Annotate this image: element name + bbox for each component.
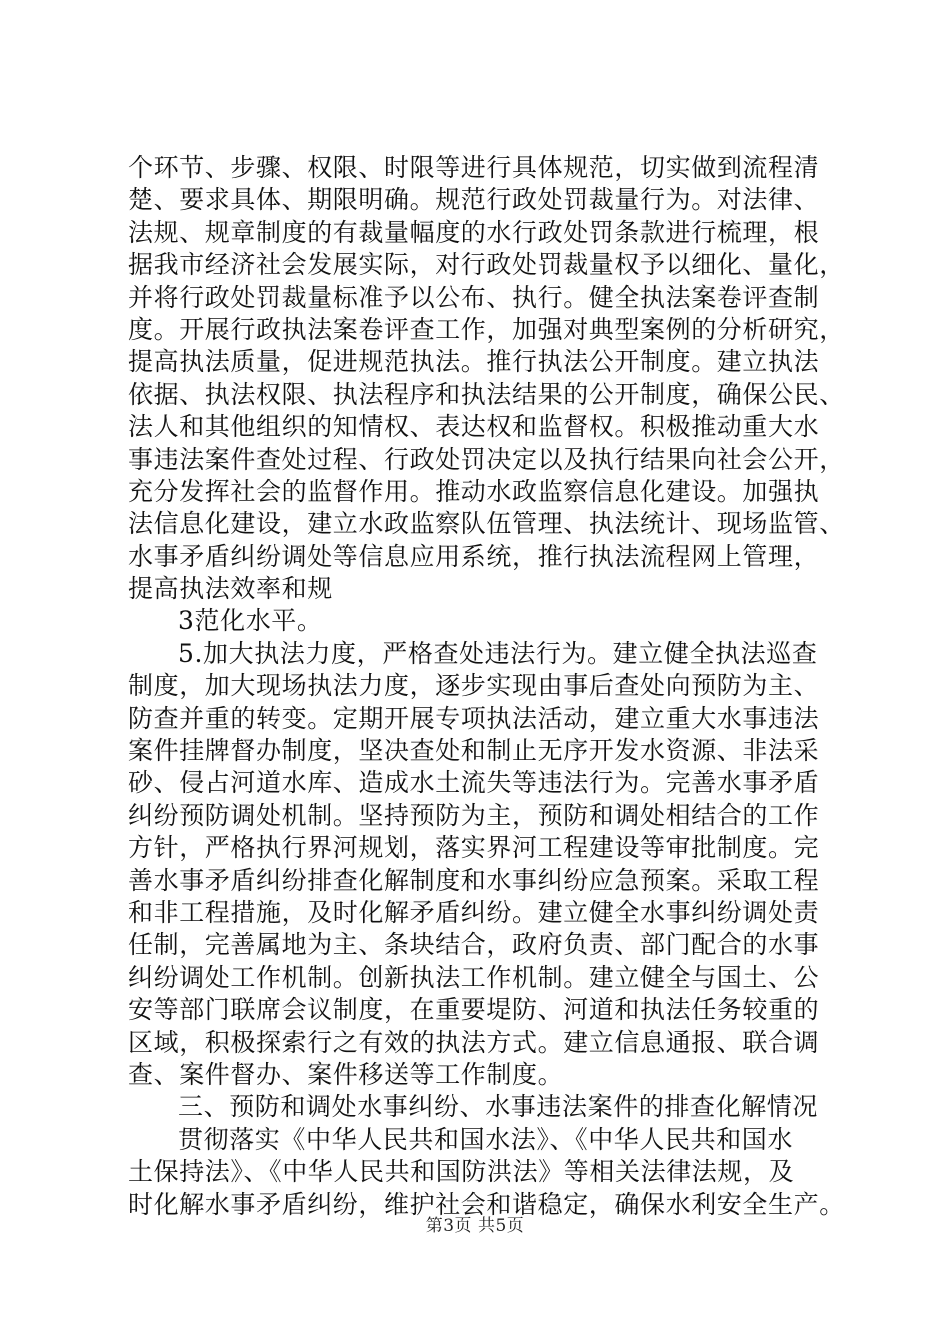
text-line: 并将行政处罚裁量标准予以公布、执行。健全执法案卷评查制 [128, 282, 820, 312]
text-line: 善水事矛盾纠纷排查化解制度和水事纠纷应急预案。采取工程 [128, 865, 820, 895]
text-line: 方针，严格执行界河规划，落实界河工程建设等审批制度。完 [128, 833, 820, 863]
text-line: 纠纷调处工作机制。创新执法工作机制。建立健全与国土、公 [128, 962, 820, 992]
text-line: 水事矛盾纠纷调处等信息应用系统，推行执法流程网上管理， [128, 541, 820, 571]
text-line: 充分发挥社会的监督作用。推动水政监察信息化建设。加强执 [128, 476, 820, 506]
text-line: 时化解水事矛盾纠纷，维护社会和谐稳定，确保水利安全生产。 [128, 1189, 845, 1219]
text-line: 提高执法质量，促进规范执法。推行执法公开制度。建立执法 [128, 347, 820, 377]
text-line: 安等部门联席会议制度，在重要堤防、河道和执法任务较重的 [128, 995, 820, 1025]
text-line: 法人和其他组织的知情权、表达权和监督权。积极推动重大水 [128, 412, 820, 442]
text-line: 砂、侵占河道水库、造成水土流失等违法行为。完善水事矛盾 [128, 768, 820, 798]
text-line: 任制，完善属地为主、条块结合，政府负责、部门配合的水事 [128, 930, 820, 960]
text-line: 土保持法》、《中华人民共和国防洪法》等相关法律法规，及 [128, 1157, 795, 1187]
page-footer: 第3页 共5页 [425, 1216, 525, 1236]
text-line: 三、预防和调处水事纠纷、水事违法案件的排查化解情况 [178, 1092, 819, 1122]
text-line: 据我市经济社会发展实际，对行政处罚裁量权予以细化、量化， [128, 250, 845, 280]
text-line: 依据、执法权限、执法程序和执法结果的公开制度，确保公民、 [128, 379, 845, 409]
text-line: 纠纷预防调处机制。坚持预防为主，预防和调处相结合的工作 [128, 800, 820, 830]
text-line: 提高执法效率和规 [128, 574, 333, 604]
text-line: 楚、要求具体、期限明确。规范行政处罚裁量行为。对法律、 [128, 185, 820, 215]
text-line: 防查并重的转变。定期开展专项执法活动，建立重大水事违法 [128, 703, 820, 733]
text-line: 和非工程措施，及时化解矛盾纠纷。建立健全水事纠纷调处责 [128, 897, 820, 927]
text-line: 5.加大执法力度，严格查处违法行为。建立健全执法巡查 [178, 638, 818, 668]
text-line: 个环节、步骤、权限、时限等进行具体规范，切实做到流程清 [128, 153, 820, 182]
text-line: 法信息化建设，建立水政监察队伍管理、执法统计、现场监管、 [128, 509, 845, 539]
body-text [128, 152, 845, 1221]
text-line: 查、案件督办、案件移送等工作制度。 [128, 1059, 564, 1089]
text-line: 法规、规章制度的有裁量幅度的水行政处罚条款进行梳理，根 [128, 217, 820, 247]
text-line: 案件挂牌督办制度，坚决查处和制止无序开发水资源、非法采 [128, 736, 820, 766]
text-line: 度。开展行政执法案卷评查工作，加强对典型案例的分析研究， [128, 314, 845, 344]
text-line: 贯彻落实《中华人民共和国水法》、《中华人民共和国水 [178, 1124, 794, 1154]
text-line: 制度，加大现场执法力度，逐步实现由事后查处向预防为主、 [128, 671, 820, 701]
text-line: 3范化水平。 [178, 606, 323, 636]
text-line: 区域，积极探索行之有效的执法方式。建立信息通报、联合调 [128, 1027, 820, 1057]
text-line: 事违法案件查处过程、行政处罚决定以及执行结果向社会公开， [128, 444, 845, 474]
